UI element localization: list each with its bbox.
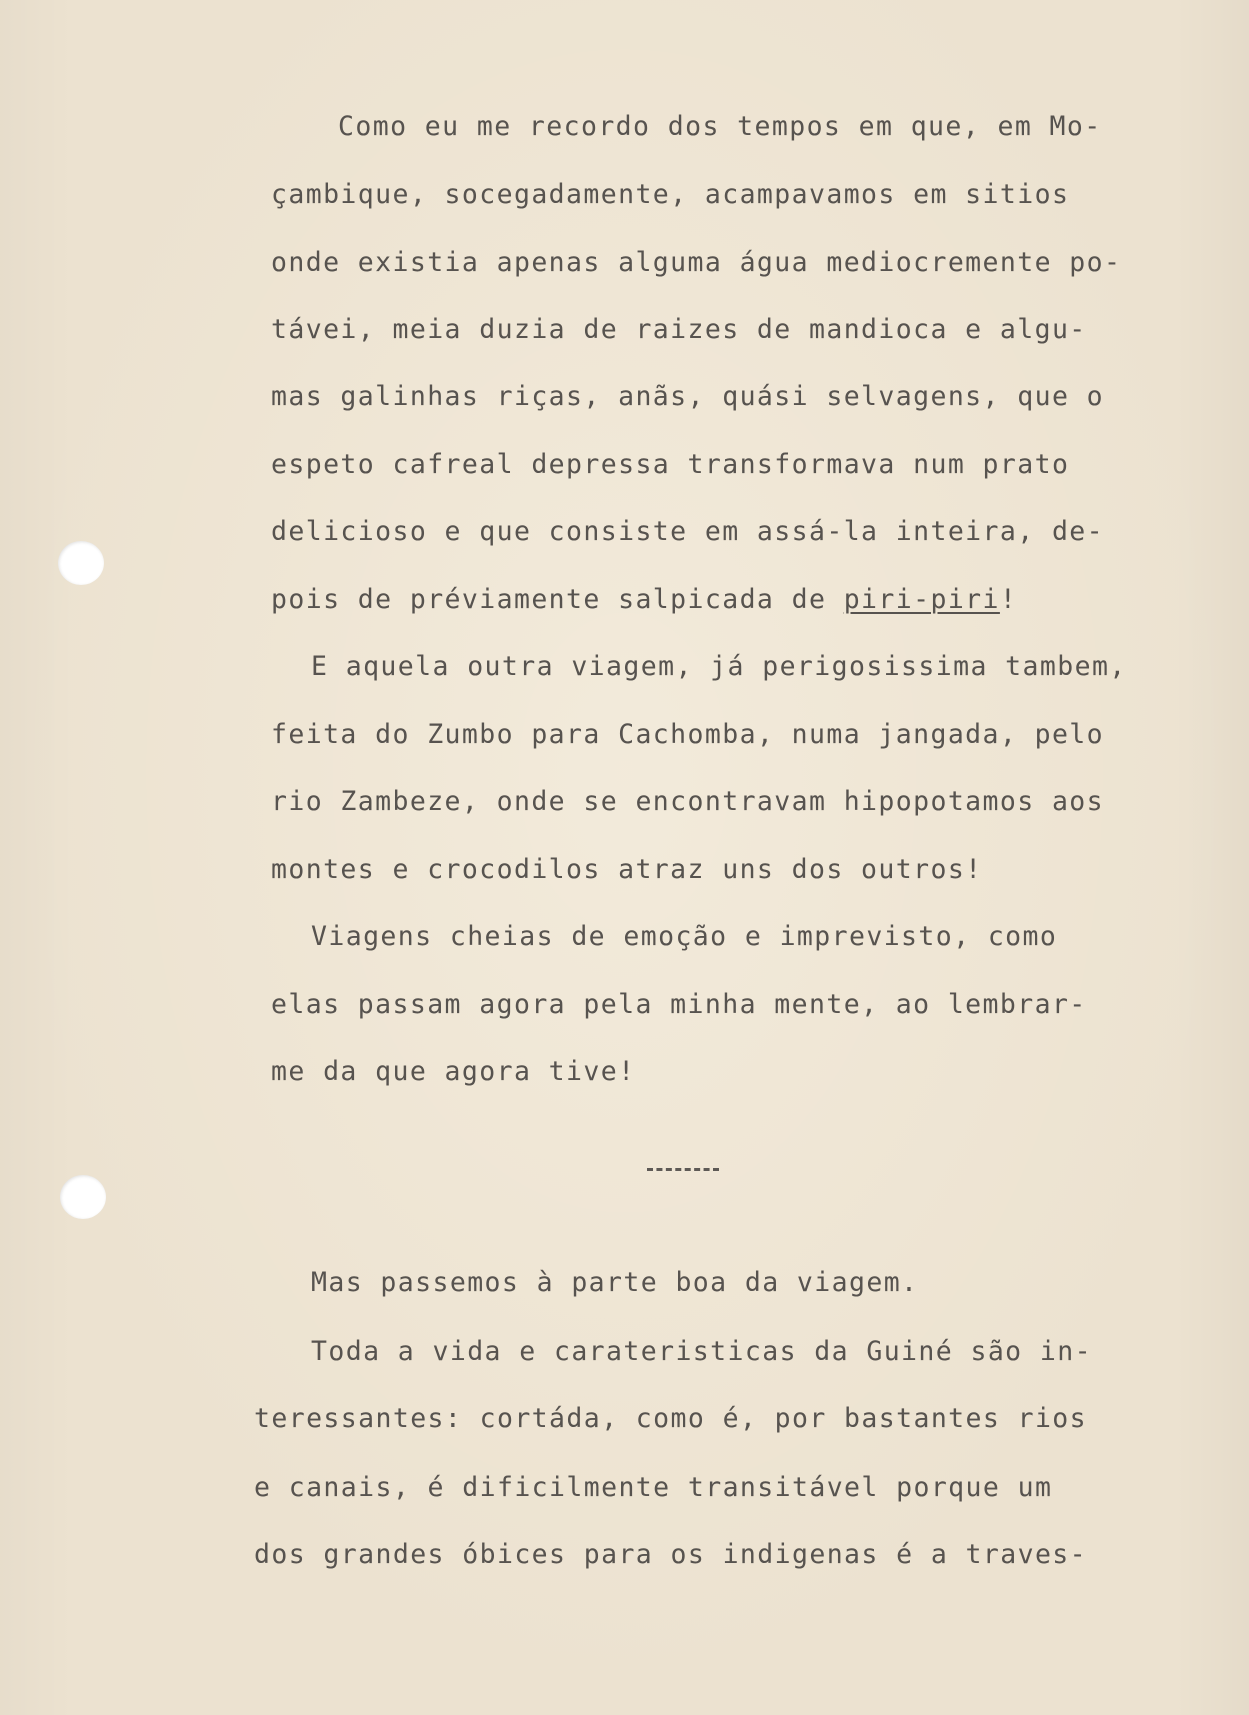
text-line: Como eu me recordo dos tempos em que, em Mo- (338, 111, 1102, 142)
text-line: me da que agora tive! (271, 1056, 636, 1087)
text-line: delicioso e que consiste em assá-la inteira, de- (271, 516, 1105, 547)
text-line: rio Zambeze, onde se encontravam hipopotamos aos (271, 786, 1105, 817)
text-line-with-emphasis (271, 583, 1017, 617)
punch-hole-top (58, 541, 104, 585)
text-line: teressantes: cortáda, como é, por bastantes rios (254, 1403, 1088, 1434)
text-line: e canais, é dificilmente transitável porque um (254, 1472, 1053, 1503)
text-line: Toda a vida e carateristicas da Guiné são in- (311, 1336, 1092, 1367)
punch-hole-bottom (60, 1175, 106, 1219)
text-line: Mas passemos à parte boa da viagem. (311, 1267, 919, 1298)
text-line: Viagens cheias de emoção e imprevisto, como (311, 921, 1058, 952)
section-separator (647, 1168, 719, 1173)
text-line: feita do Zumbo para Cachomba, numa jangada, pelo (271, 719, 1105, 750)
text-line: onde existia apenas alguma água mediocremente po- (271, 247, 1122, 278)
text-line: montes e crocodilos atraz uns dos outros! (271, 854, 983, 885)
text-line: espeto cafreal depressa transformava num prato (271, 449, 1070, 480)
text-run: pois de préviamente salpicada de (271, 584, 844, 615)
text-run: ! (999, 584, 1018, 615)
text-line: mas galinhas riças, anãs, quási selvagens, que o (271, 381, 1105, 412)
text-line: elas passam agora pela minha mente, ao lembrar- (271, 989, 1087, 1020)
text-line: E aquela outra viagem, já perigosissima tambem, (311, 651, 1127, 682)
text-line: dos grandes óbices para os indigenas é a traves- (254, 1539, 1088, 1570)
text-line: távei, meia duzia de raizes de mandioca e algu- (271, 314, 1087, 345)
underlined-word: piri-piri (843, 584, 1000, 615)
text-line: çambique, socegadamente, acampavamos em sitios (271, 179, 1070, 210)
